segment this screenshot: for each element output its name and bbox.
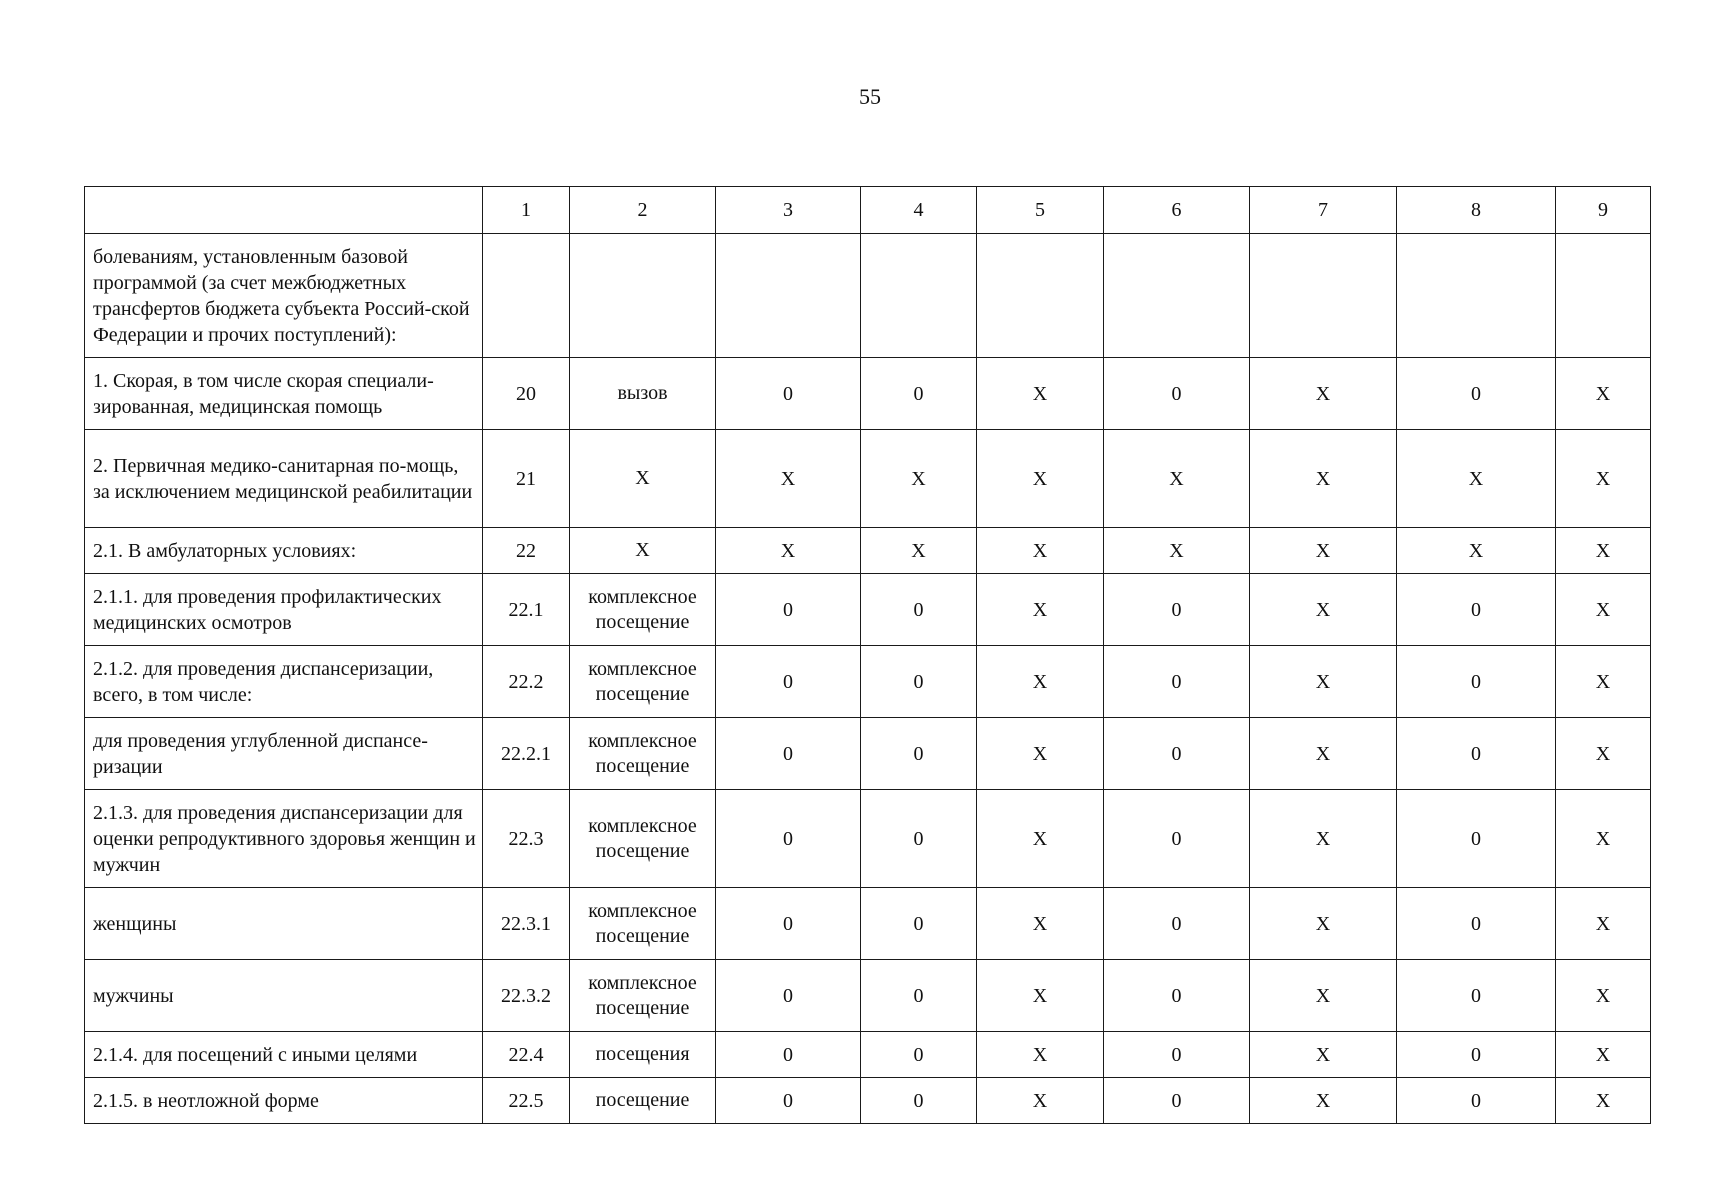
table-cell: X [977,430,1104,528]
table-cell: 0 [1104,790,1250,888]
table-cell: 0 [861,790,977,888]
table-cell: 0 [861,358,977,430]
table-row [85,430,1651,528]
row-code: 22.3.2 [483,960,570,1032]
table-cell: 0 [861,1032,977,1078]
table-cell: 0 [1104,358,1250,430]
table-cell: X [1556,430,1651,528]
table-cell: 0 [1397,718,1556,790]
column-header: 8 [1397,187,1556,234]
table-cell: X [1556,574,1651,646]
row-code: 22 [483,528,570,574]
table-cell: 0 [716,574,861,646]
table-cell: X [716,430,861,528]
table-cell: 0 [716,646,861,718]
table-cell: 0 [1104,646,1250,718]
row-name: 2.1.3. для проведения диспансеризации для оценки репродуктивного здоровья женщин и мужчин [85,790,483,888]
table-cell: X [861,430,977,528]
table-row [85,1032,1651,1078]
table-cell: X [1556,718,1651,790]
table-cell [1556,234,1651,358]
row-name: 2.1.5. в неотложной форме [85,1078,483,1124]
table-cell: X [1250,1032,1397,1078]
table-cell: 0 [1397,960,1556,1032]
table-cell [716,234,861,358]
table-cell: 0 [716,960,861,1032]
table-cell: 0 [1397,574,1556,646]
table-row [85,528,1651,574]
table-cell [1104,234,1250,358]
table-cell: X [977,718,1104,790]
row-unit: комплексное посещение [570,790,716,888]
row-unit [570,234,716,358]
row-code: 22.5 [483,1078,570,1124]
row-unit: X [570,430,716,528]
row-code: 22.2.1 [483,718,570,790]
page-number: 55 [859,84,881,109]
table-cell [1397,234,1556,358]
header-row [85,187,1651,234]
table-cell: 0 [1104,718,1250,790]
table-cell: 0 [1104,1032,1250,1078]
table-cell: X [1556,1032,1651,1078]
table-cell: X [977,1032,1104,1078]
table-cell: X [1104,528,1250,574]
row-code: 21 [483,430,570,528]
table-cell: X [1556,790,1651,888]
table-cell: 0 [1104,960,1250,1032]
table-cell: 0 [861,888,977,960]
row-code: 22.3 [483,790,570,888]
table-row [85,234,1651,358]
row-code: 20 [483,358,570,430]
table-cell: 0 [1397,358,1556,430]
table-cell: 0 [1397,1078,1556,1124]
table-cell: 0 [1104,888,1250,960]
table-cell: X [1250,430,1397,528]
row-code: 22.1 [483,574,570,646]
row-unit: комплексное посещение [570,574,716,646]
table-cell: X [1250,888,1397,960]
table-cell: X [1250,790,1397,888]
table-cell: X [977,574,1104,646]
table-cell: X [977,528,1104,574]
table-cell: X [977,888,1104,960]
row-name: 2. Первичная медико-санитарная по-мощь, за исключением медицинской реабилитации [85,430,483,528]
table-row [85,646,1651,718]
table-cell: 0 [861,1078,977,1124]
table-cell [861,234,977,358]
row-code: 22.4 [483,1032,570,1078]
row-unit: комплексное посещение [570,960,716,1032]
table-cell: 0 [1397,1032,1556,1078]
row-code: 22.3.1 [483,888,570,960]
table-cell: X [1397,528,1556,574]
column-header: 5 [977,187,1104,234]
table-cell: X [977,646,1104,718]
table-cell: X [1250,358,1397,430]
table-cell [977,234,1104,358]
table-cell: 0 [861,960,977,1032]
table-cell: 0 [716,790,861,888]
table-cell: X [1250,574,1397,646]
table-cell [1250,234,1397,358]
column-header: 2 [570,187,716,234]
row-name: мужчины [85,960,483,1032]
row-code: 22.2 [483,646,570,718]
column-header: 3 [716,187,861,234]
table-cell: 0 [1397,646,1556,718]
table-row [85,718,1651,790]
table-cell: X [1104,430,1250,528]
row-unit: комплексное посещение [570,646,716,718]
row-name: 1. Скорая, в том числе скорая специали-зированная, медицинская помощь [85,358,483,430]
table-cell: 0 [716,358,861,430]
row-name: 2.1.1. для проведения профилактических медицинских осмотров [85,574,483,646]
table-row [85,358,1651,430]
table-cell: X [1556,358,1651,430]
table-cell: X [1250,528,1397,574]
row-unit: посещения [570,1032,716,1078]
table-cell: 0 [861,718,977,790]
row-code [483,234,570,358]
table-cell: X [716,528,861,574]
row-name: для проведения углубленной диспансе-ризации [85,718,483,790]
table-cell: 0 [716,888,861,960]
table-cell: X [1250,1078,1397,1124]
table-cell: X [1556,1078,1651,1124]
table-cell: X [977,358,1104,430]
column-header: 7 [1250,187,1397,234]
row-unit: комплексное посещение [570,888,716,960]
table-cell: X [977,960,1104,1032]
table-row [85,1078,1651,1124]
row-name: 2.1. В амбулаторных условиях: [85,528,483,574]
column-header: 1 [483,187,570,234]
column-header: 6 [1104,187,1250,234]
table-cell: X [861,528,977,574]
table-row [85,790,1651,888]
table-cell: 0 [1104,574,1250,646]
table-cell: 0 [716,718,861,790]
table-cell: 0 [1397,888,1556,960]
table-row [85,888,1651,960]
column-header [85,187,483,234]
table-cell: X [977,1078,1104,1124]
table-cell: X [1556,960,1651,1032]
row-name: 2.1.4. для посещений с иными целями [85,1032,483,1078]
table-row [85,960,1651,1032]
column-header: 9 [1556,187,1651,234]
table-row [85,574,1651,646]
table-cell: X [1250,646,1397,718]
table-cell: X [1556,646,1651,718]
row-name: женщины [85,888,483,960]
table-cell: X [1250,960,1397,1032]
table-cell: 0 [716,1078,861,1124]
table-cell: 0 [1397,790,1556,888]
column-header: 4 [861,187,977,234]
row-unit: X [570,528,716,574]
table-cell: X [977,790,1104,888]
table-cell: 0 [861,574,977,646]
table-cell: X [1556,888,1651,960]
row-unit: посещение [570,1078,716,1124]
row-name: 2.1.2. для проведения диспансеризации, всего, в том числе: [85,646,483,718]
row-unit: комплексное посещение [570,718,716,790]
row-unit: вызов [570,358,716,430]
table-cell: X [1556,528,1651,574]
table-cell: 0 [716,1032,861,1078]
table-cell: X [1250,718,1397,790]
row-name: болеваниям, установленным базовой программой (за счет межбюджетных трансфертов бюджета субъекта Россий-ской Федерации и прочих поступлений): [85,234,483,358]
table-cell: X [1397,430,1556,528]
table-cell: 0 [861,646,977,718]
table-cell: 0 [1104,1078,1250,1124]
data-table [84,186,1651,1124]
